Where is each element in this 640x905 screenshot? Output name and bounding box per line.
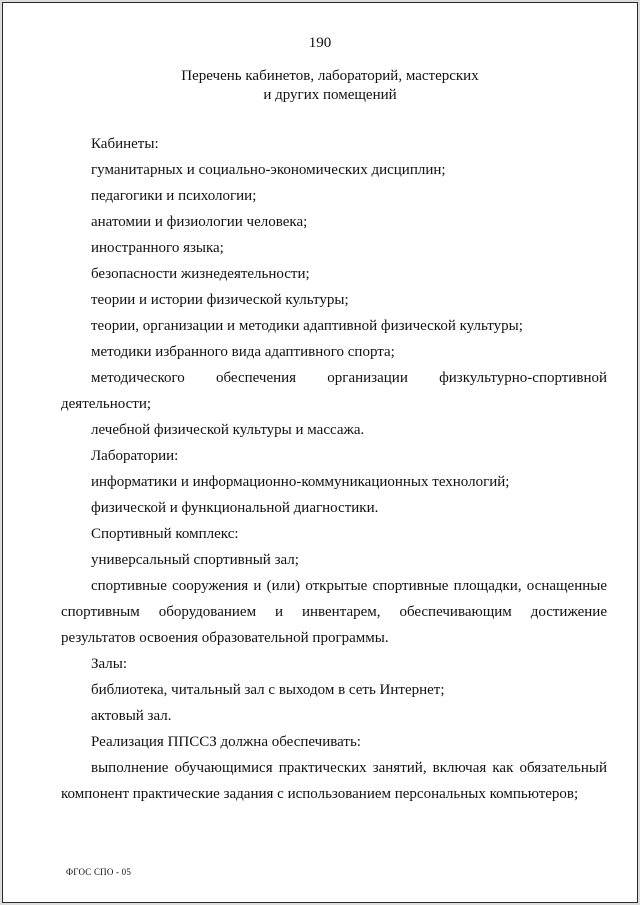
list-item-line: спортивным оборудованием и инвентарем, обеспечивающим достижение (61, 604, 607, 620)
list-item (61, 755, 607, 807)
heading-cabinets: Кабинеты: (91, 136, 159, 152)
document-body (61, 131, 607, 807)
section-title (3, 67, 638, 105)
heading-laboratories: Лаборатории: (91, 448, 179, 464)
list-item-line: компонент практические задания с использованием персональных компьютеров; (61, 786, 579, 802)
list-item: лечебной физической культуры и массажа. (91, 422, 365, 438)
list-item: физической и функциональной диагностики. (91, 500, 379, 516)
list-item: библиотека, читальный зал с выходом в сеть Интернет; (91, 682, 445, 698)
list-item (61, 573, 607, 651)
heading-requirements: Реализация ППССЗ должна обеспечивать: (91, 734, 361, 750)
list-item: теории, организации и методики адаптивной физической культуры; (91, 318, 523, 334)
list-item: актовый зал. (91, 708, 172, 724)
section-title-line-1: Перечень кабинетов, лабораторий, мастерских (181, 68, 479, 84)
footer-standard-code: ФГОС СПО - 05 (66, 867, 132, 877)
list-item-line: методического обеспечения организации физкультурно-спортивной (91, 370, 607, 386)
section-title-line-2: и других помещений (263, 87, 397, 103)
heading-halls: Залы: (91, 656, 128, 672)
list-item: гуманитарных и социально-экономических дисциплин; (91, 162, 446, 178)
list-item: методики избранного вида адаптивного спорта; (91, 344, 395, 360)
list-item (61, 365, 607, 417)
list-item-line: выполнение обучающимися практических занятий, включая как обязательный (91, 760, 607, 776)
list-item: иностранного языка; (91, 240, 224, 256)
list-item: безопасности жизнедеятельности; (91, 266, 310, 282)
list-item: педагогики и психологии; (91, 188, 257, 204)
list-item-line: спортивные сооружения и (или) открытые спортивные площадки, оснащенные (91, 578, 607, 594)
list-item: теории и истории физической культуры; (91, 292, 349, 308)
list-item: универсальный спортивный зал; (91, 552, 299, 568)
heading-sports-complex: Спортивный комплекс: (91, 526, 239, 542)
list-item: информатики и информационно-коммуникационных технологий; (91, 474, 510, 490)
list-item: анатомии и физиологии человека; (91, 214, 308, 230)
document-page (2, 2, 638, 903)
page-number: 190 (308, 35, 332, 51)
list-item-line: результатов освоения образовательной программы. (61, 630, 389, 646)
list-item-line: деятельности; (61, 396, 152, 412)
